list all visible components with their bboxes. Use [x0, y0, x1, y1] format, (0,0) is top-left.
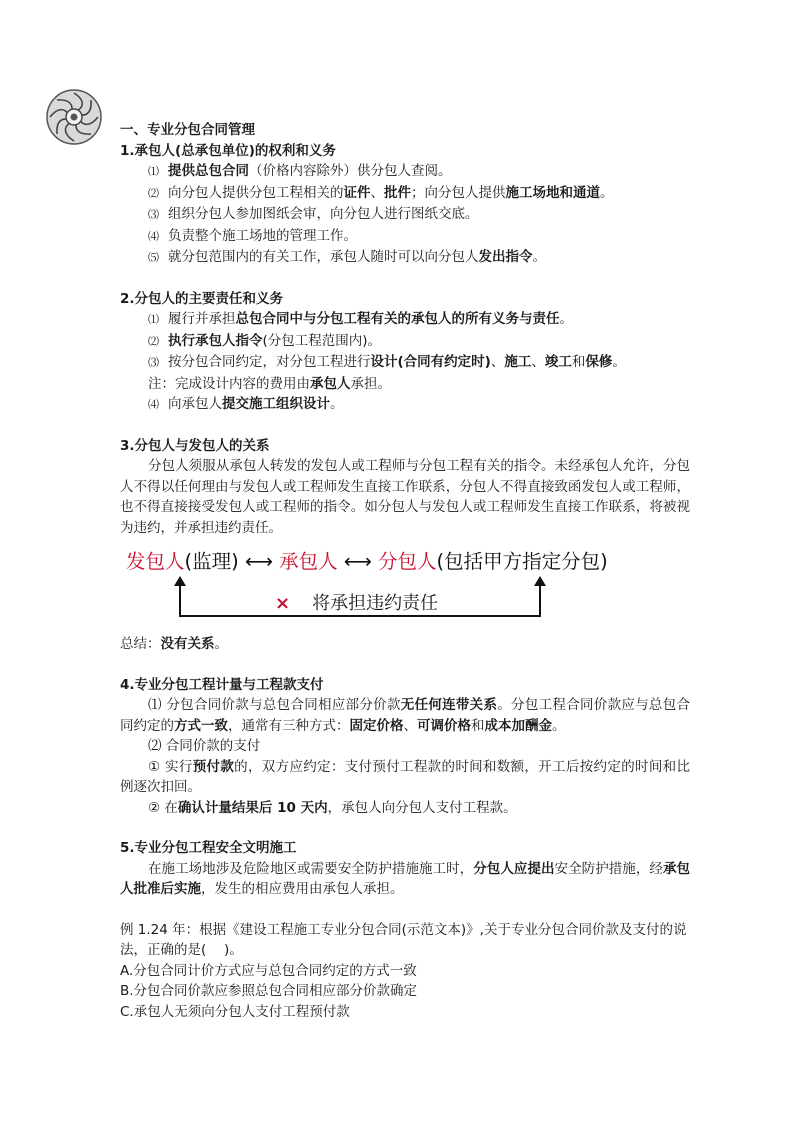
relationship-diagram: [120, 546, 690, 624]
paragraph: 分包人须服从承包人转发的发包人或工程师与分包工程有关的指令。未经承包人允许，分包人不得以任何理由与发包人或工程师发生直接工作联系，分包人不得直接致函发包人或工程师，也不得直接接受发包人或工程师的指令。如分包人与发包人或工程师发生直接工作联系，将被视为违约，并承担违约责任。: [120, 458, 690, 536]
option-a: A.分包合同计价方式应与总包合同约定的方式一致: [120, 962, 417, 979]
paragraph: ⑴ 分包合同价款与总包合同相应部分价款无任何连带关系。分包工程合同价款应与总包合同约定的方式一致，通常有三种方式：固定价格、可调价格和成本加酬金。: [120, 697, 690, 734]
note: 注：完成设计内容的费用由承包人承担。: [148, 375, 391, 392]
swirl-logo-icon: [45, 88, 103, 146]
list-item: ⑴ 提供总包合同（价格内容除外）供分包人查阅。: [148, 163, 452, 179]
list-item: ⑵ 向分包人提供分包工程相关的证件、批件；向分包人提供施工场地和通道。: [148, 184, 614, 201]
list-item: ⑶ 组织分包人参加图纸会审，向分包人进行图纸交底。: [148, 206, 479, 222]
subcontractor-label: 分包人: [378, 550, 437, 573]
list-item: ⑷ 向承包人提交施工组织设计。: [148, 396, 344, 412]
supervisor-note: (监理): [184, 550, 239, 573]
section-heading: 一、专业分包合同管理: [120, 122, 255, 138]
employer-label: 发包人: [126, 550, 185, 573]
option-c: C.承包人无须向分包人支付工程预付款: [120, 1003, 350, 1020]
cross-icon: ×: [275, 593, 291, 614]
section-4-title: 4.专业分包工程计量与工程款支付: [120, 676, 324, 693]
summary: 总结：没有关系。: [120, 636, 228, 652]
double-arrow-icon: ⟷: [343, 550, 372, 573]
section-1-title: 1.承包人(总承包单位)的权利和义务: [120, 142, 336, 159]
question-stem: 例 1.24 年：根据《建设工程施工专业分包合同(示范文本)》,关于专业分包合同价款及支付的说法，正确的是( )。: [120, 921, 687, 958]
double-arrow-icon: ⟷: [244, 550, 273, 573]
list-item: ⑵ 执行承包人指令(分包工程范围内)。: [148, 332, 382, 349]
list-item: ⑸ 就分包范围内的有关工作，承包人随时可以向分包人发出指令。: [148, 249, 546, 265]
section-5-title: 5.专业分包工程安全文明施工: [120, 840, 297, 856]
paragraph: ⑵ 合同价款的支付: [148, 738, 261, 754]
paragraph: 在施工场地涉及危险地区或需要安全防护措施施工时，分包人应提出安全防护措施，经承包人批准后实施，发生的相应费用由承包人承担。: [120, 860, 691, 897]
document-body: [120, 120, 690, 1022]
subcontractor-note: (包括甲方指定分包): [436, 550, 608, 573]
paragraph: ② 在确认计量结果后 10 天内，承包人向分包人支付工程款。: [148, 799, 517, 816]
paragraph: ① 实行预付款的，双方应约定：支付预付工程款的时间和数额，开工后按约定的时间和比例逐次扣回。: [120, 758, 690, 795]
section-3-title: 3.分包人与发包人的关系: [120, 437, 270, 454]
list-item: ⑶ 按分包合同约定，对分包工程进行设计(合同有约定时)、施工、竣工和保修。: [148, 354, 626, 370]
liability-label: 将承担违约责任: [312, 593, 439, 614]
section-2-title: 2.分包人的主要责任和义务: [120, 290, 284, 307]
list-item: ⑴ 履行并承担总包合同中与分包工程有关的承包人的所有义务与责任。: [148, 311, 573, 327]
contractor-label: 承包人: [279, 550, 338, 573]
list-item: ⑷ 负责整个施工场地的管理工作。: [148, 227, 357, 244]
option-b: B.分包合同价款应参照总包合同相应部分价款确定: [120, 983, 418, 999]
